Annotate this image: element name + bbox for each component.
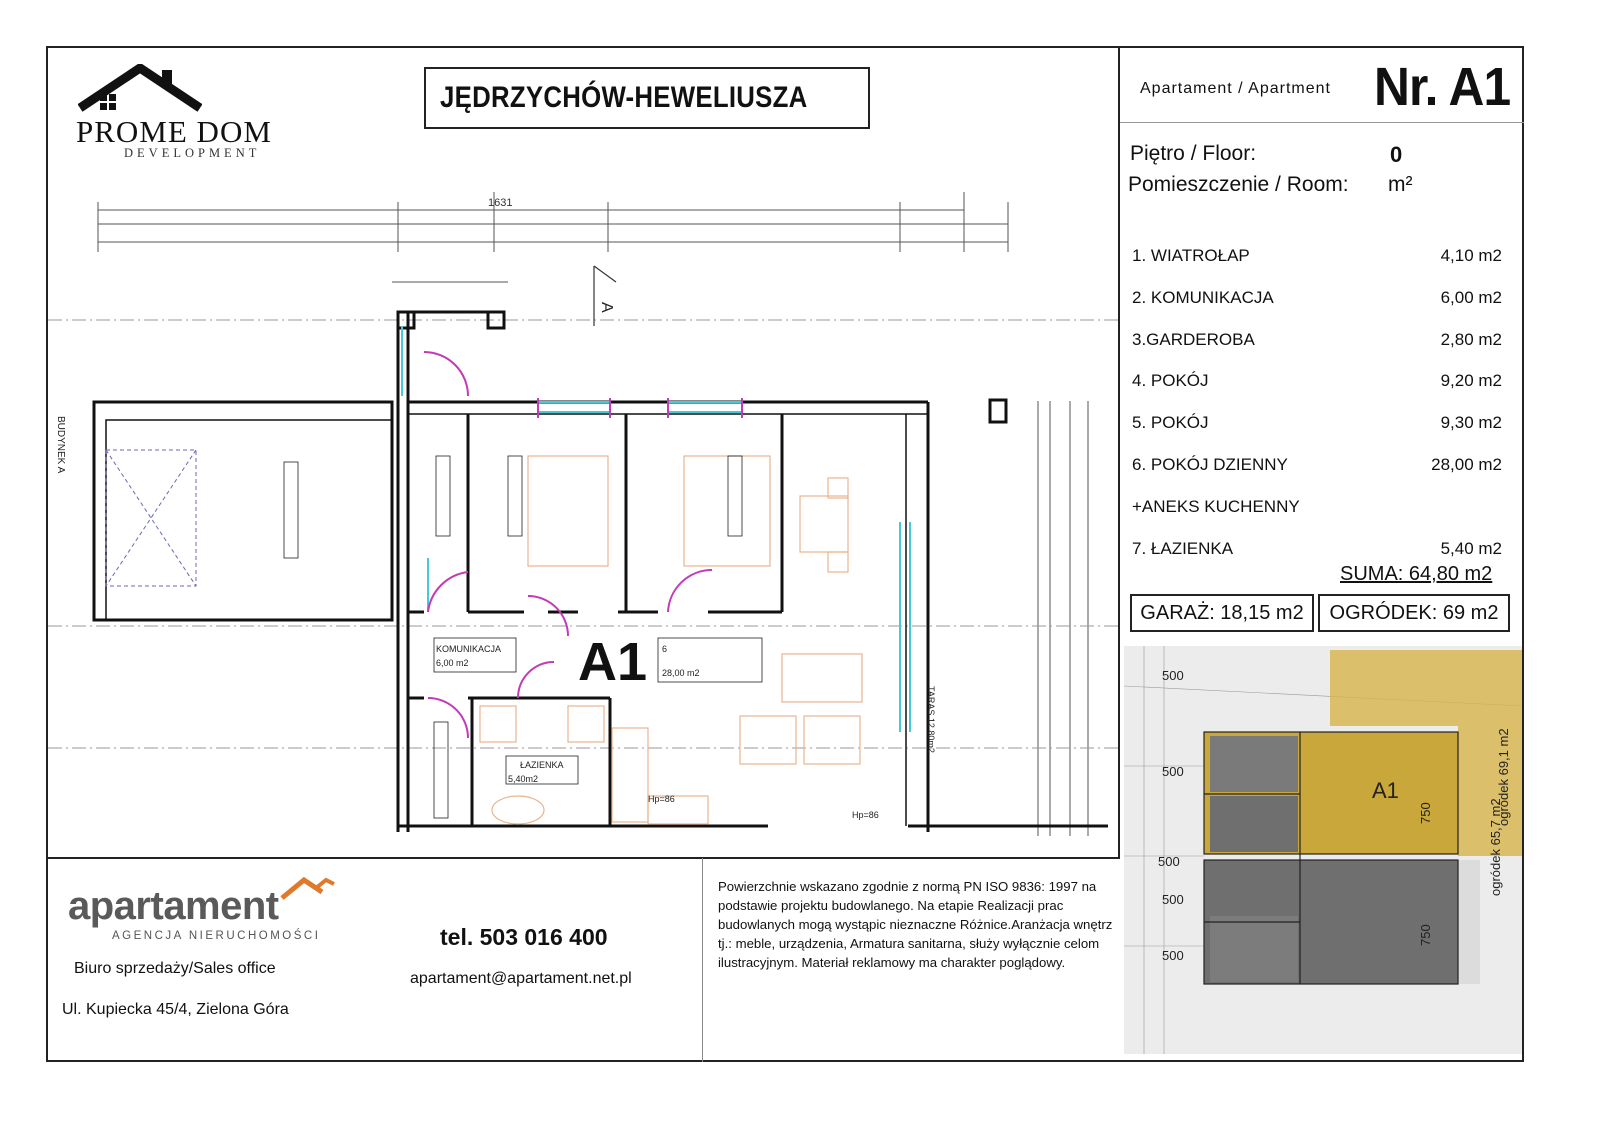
- header-divider: [1120, 122, 1524, 123]
- siteplan-dim: 500: [1162, 892, 1184, 907]
- room-area: 9,20 m2: [1440, 371, 1502, 390]
- siteplan-apartment-tag: A1: [1372, 778, 1399, 803]
- footer-column-divider: [702, 858, 703, 1062]
- room-tag-label: ŁAZIENKA: [520, 760, 564, 770]
- siteplan-dim: 500: [1162, 948, 1184, 963]
- room-area: 28,00 m2: [1431, 455, 1502, 474]
- room-area: 5,40 m2: [1440, 539, 1502, 558]
- disclaimer-paragraph: Powierzchnie wskazano zgodnie z normą PN ISO 9836: 1997 na podstawie projektu budowlanego. Na etapie Realizacji prac budowlanych mogą wystąpic nieznaczne Różnice.Aranżacja wnętrz tj.: meble, urządzenia, Armatura sanitarna, służy wyłącznie celom ilustracyjnym. Materiał reklamowy ma charakter poglądowy.: [718, 879, 1113, 970]
- disclaimer-text: [718, 877, 1118, 972]
- room-name: 3.GARDEROBA: [1132, 330, 1255, 349]
- room-name: 6. POKÓJ DZIENNY: [1132, 455, 1288, 474]
- room-area: 6,00 m2: [1440, 288, 1502, 307]
- agency-logo-text: apartament: [68, 884, 279, 928]
- siteplan-dim: 750: [1418, 802, 1433, 824]
- room-tag-area: 6,00 m2: [436, 658, 469, 668]
- floor-label: Piętro / Floor:: [1130, 142, 1257, 165]
- room-area: 2,80 m2: [1440, 330, 1502, 349]
- tv-label: Hp=86: [852, 810, 879, 820]
- terrace-label: TARAS 12,80m2: [926, 686, 936, 753]
- right-panel-divider: [1118, 46, 1120, 858]
- footer-divider: [46, 857, 1120, 859]
- room-name: 7. ŁAZIENKA: [1132, 539, 1234, 558]
- apartment-number: Nr. A1: [1374, 57, 1511, 117]
- siteplan-dim: 750: [1418, 924, 1433, 946]
- room-tag-area: 5,40m2: [508, 774, 539, 784]
- room-name: 5. POKÓJ: [1132, 413, 1209, 432]
- apartment-label: Apartament / Apartment: [1140, 80, 1331, 97]
- dim-text: 1631: [488, 197, 513, 209]
- floor-plan: [48, 186, 1118, 852]
- room-area: 9,30 m2: [1440, 413, 1502, 432]
- brand-subtitle: DEVELOPMENT: [124, 146, 261, 160]
- siteplan-dim: 500: [1158, 854, 1180, 869]
- zm-label: Hp=86: [648, 794, 675, 804]
- room-name: 4. POKÓJ: [1132, 371, 1209, 390]
- area-unit: m²: [1388, 173, 1413, 196]
- total-area: SUMA: 64,80 m2: [1340, 563, 1493, 585]
- apartment-tag: A1: [578, 632, 648, 692]
- room-name: +ANEKS KUCHENNY: [1132, 497, 1300, 516]
- room-name: 1. WIATROŁAP: [1132, 246, 1250, 265]
- project-title-text: JĘDRZYCHÓW-HEWELIUSZA: [440, 81, 808, 114]
- house-logo-icon: [78, 64, 202, 117]
- office-address: Ul. Kupiecka 45/4, Zielona Góra: [62, 1001, 289, 1018]
- garage-area-box: GARAŻ: 18,15 m2: [1130, 594, 1314, 632]
- room-tag-label: 6: [662, 644, 668, 654]
- phone-number[interactable]: tel. 503 016 400: [440, 924, 608, 950]
- siteplan-garden-label: ogródek 65,7 m2: [1488, 798, 1503, 896]
- room-tag-area: 28,00 m2: [662, 668, 700, 678]
- agency-subtitle: AGENCJA NIERUCHOMOŚCI: [112, 930, 321, 942]
- site-plan: [1124, 646, 1522, 1054]
- floor-value: 0: [1390, 142, 1403, 167]
- email-link[interactable]: apartament@apartament.net.pl: [410, 970, 632, 987]
- project-title: [424, 67, 870, 129]
- room-tag-label: KOMUNIKACJA: [436, 644, 502, 654]
- sales-office-label: Biuro sprzedaży/Sales office: [74, 960, 276, 977]
- section-mark: A: [598, 302, 615, 313]
- room-name: 2. KOMUNIKACJA: [1132, 288, 1274, 307]
- siteplan-garden-label: ogródek 69,1 m2: [1496, 728, 1511, 826]
- room-area: 4,10 m2: [1440, 246, 1502, 265]
- building-label: BUDYNEK A: [55, 416, 66, 474]
- roof-logo-icon: [280, 874, 336, 907]
- garden-area-box: OGRÓDEK: 69 m2: [1318, 594, 1510, 632]
- brand-name: PROME DOM: [76, 114, 272, 149]
- room-label: Pomieszczenie / Room:: [1128, 173, 1349, 196]
- siteplan-dim: 500: [1162, 764, 1184, 779]
- siteplan-dim: 500: [1162, 668, 1184, 683]
